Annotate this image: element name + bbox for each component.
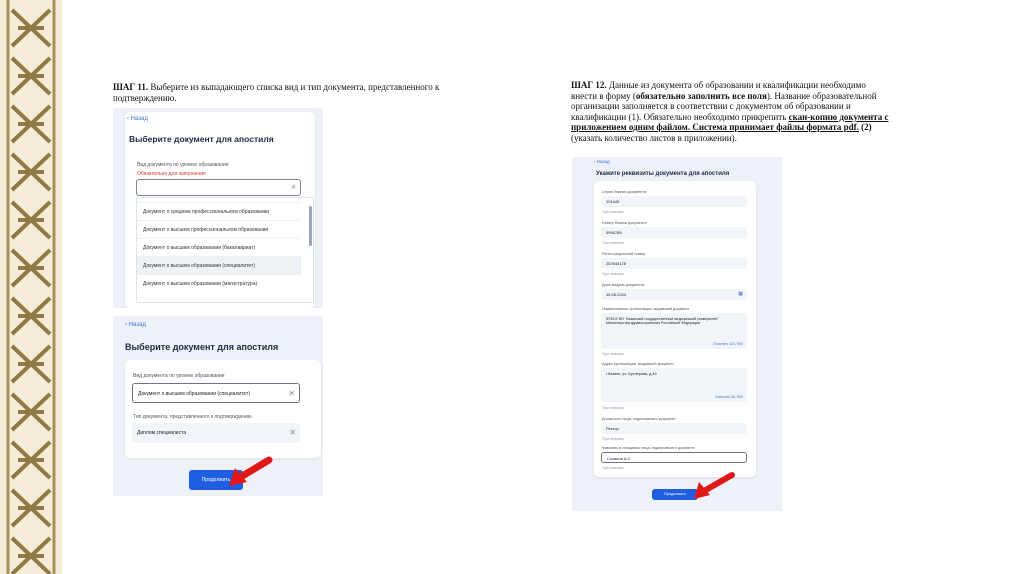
dropdown-option-highlighted[interactable]: Документ о высшем образовании (специалитет) (137, 256, 301, 274)
step12-part3: (указать количество листов в приложении). (571, 132, 737, 143)
red-arrow-icon (225, 456, 273, 490)
level-label: Вид документа по уровню образования (133, 373, 225, 379)
field-hint: При наличии (602, 272, 624, 276)
number-field[interactable]: 0946785 (601, 227, 747, 238)
step11-heading: ШАГ 11. (113, 82, 149, 92)
back-link[interactable]: ‹ Назад (125, 322, 146, 328)
screenshot-selection (113, 316, 323, 496)
clear-icon[interactable]: ✕ (289, 428, 296, 437)
field-label: Дата выдачи документа (602, 283, 645, 287)
date-value: 16.06.2024 (606, 292, 627, 297)
calendar-icon[interactable]: ▦ (738, 291, 743, 297)
field-label: Наименование организации, выдавшей документ (602, 307, 690, 311)
field-hint: При наличии (602, 241, 624, 245)
step12-instruction (571, 80, 891, 143)
field-label: Серия бланка документа (602, 190, 647, 194)
screenshot-requisites (572, 157, 782, 511)
dropdown-option[interactable]: Документ о высшем образовании (бакалавриат) (137, 238, 301, 256)
type-value: Диплом специалиста (137, 430, 187, 436)
registration-field[interactable]: 25764517б (601, 258, 747, 269)
organization-value: ФГБОУ ВО "Казанский государственный медицинский университет" Министерства здравоохранения Российской Федерации (606, 317, 719, 325)
organization-field[interactable] (601, 313, 747, 349)
field-hint: При наличии (602, 406, 624, 410)
position-field[interactable]: Ректор (601, 423, 747, 434)
step12-part1: Данные из документа об образовании и квалификации необходимо внести в форму ( (571, 80, 866, 101)
field-label: Номер бланка документа (602, 221, 647, 225)
form-card (594, 181, 756, 477)
address-counter: Очистить 28 / 500 (715, 395, 743, 399)
step12-bold1: обязательно заполнить все поля (635, 90, 767, 101)
page-title: Выберите документ для апостиля (125, 342, 279, 352)
back-link[interactable]: ‹ Назад (594, 159, 610, 164)
step12-bold2: (2) (858, 122, 872, 132)
continue-button[interactable]: Продолжить (652, 489, 698, 500)
organization-counter: Очистить 115 / 500 (713, 342, 743, 346)
back-link[interactable]: ‹ Назад (127, 116, 148, 122)
step11-body: Выберите из выпадающего списка вид и тип документа, представленного к подтверждению. (113, 82, 440, 103)
field-label: Должность лица, подписавшего документ (602, 417, 676, 421)
signatory-name-field[interactable]: Созинов А.С. (601, 452, 747, 463)
field-label: Адрес организации, выдавшей документ (602, 362, 675, 366)
form-card (125, 112, 315, 308)
address-value: г.Казань, ул. Бутлерова, д.49 (606, 372, 657, 376)
red-arrow-icon (690, 471, 736, 503)
step12-underline: скан-копию документа с приложением одним файлом. Система принимает файлы формата pdf. (571, 111, 889, 132)
dropdown-list (136, 197, 314, 303)
continue-button[interactable]: Продолжить (189, 470, 243, 490)
field-hint: При наличии (602, 210, 624, 214)
error-text: Обязательно для заполнения (137, 171, 206, 177)
document-level-select[interactable] (136, 179, 301, 196)
form-card (125, 360, 321, 458)
dropdown-option[interactable]: Документ о высшем образовании (магистратура) (137, 274, 301, 292)
scrollbar[interactable] (309, 206, 312, 246)
field-label: Вид документа по уровню образования (137, 162, 229, 168)
document-level-field[interactable] (132, 383, 300, 403)
document-type-field[interactable] (132, 423, 300, 443)
field-label: Фамилия и инициалы лица, подписавшего документ (602, 446, 695, 450)
step12-part2: ). Название образовательной организации заполняется в соответствии с документом об образовании и квалификации (1). Обязательно необходимо прикрепить (571, 90, 877, 122)
dropdown-option[interactable]: Документ о среднем профессиональном образовании (137, 202, 301, 220)
page-title: Выберите документ для апостиля (129, 134, 274, 144)
step12-heading: ШАГ 12. (571, 80, 607, 90)
field-hint: При наличии (602, 466, 624, 470)
search-icon: ⌕ (291, 182, 296, 191)
decorative-border (0, 0, 62, 574)
step11-instruction (113, 82, 443, 103)
field-hint: При наличии (602, 437, 624, 441)
field-label: Регистрационный номер (602, 252, 646, 256)
date-field[interactable] (601, 289, 747, 300)
type-label: Тип документа, представленного к подтверждению (133, 414, 252, 420)
screenshot-dropdown (113, 108, 323, 308)
field-hint: При наличии (602, 352, 624, 356)
series-field[interactable]: 101445 (601, 196, 747, 207)
dropdown-option[interactable]: Документ о высшем профессиональном образовании (137, 220, 301, 238)
page-title: Укажите реквизиты документа для апостиля (596, 171, 730, 177)
address-field[interactable] (601, 368, 747, 402)
ornament-pattern (0, 0, 62, 574)
clear-icon[interactable]: ✕ (288, 389, 295, 398)
level-value: Документ о высшем образовании (специалитет) (138, 391, 250, 397)
